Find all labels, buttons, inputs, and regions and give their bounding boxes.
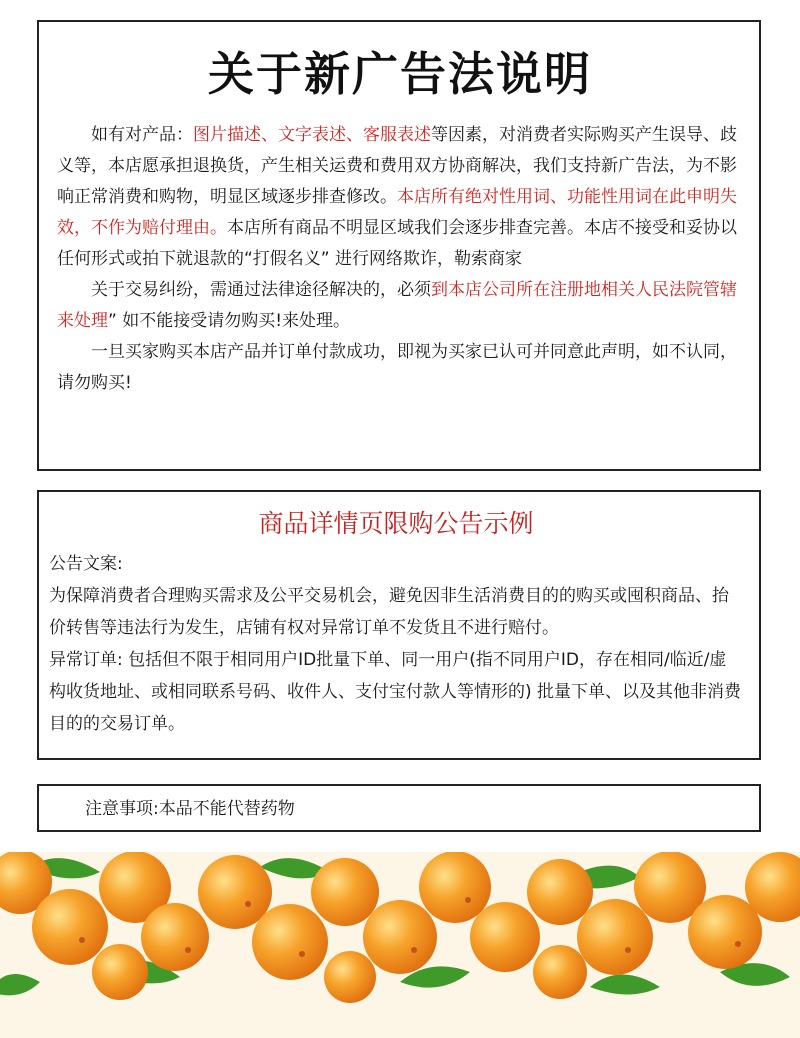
notice-paragraph-2 — [57, 275, 743, 337]
notice-p1-text-1: 如有对产品： — [91, 125, 193, 145]
announcement-paragraph-1: 为保障消费者合理购买需求及公平交易机会，避免因非生活消费目的的购买或囤积商品、抬价转售等违法行为发生，店铺有权对异常订单不发货且不进行赔付。 — [49, 586, 729, 638]
purchase-limit-announcement — [37, 490, 761, 760]
caution-box — [37, 784, 761, 832]
notice-p2-highlight: 到本店公司所在注册地相关人民法院管辖来处理 — [57, 280, 737, 331]
fruit-cluster-image — [0, 852, 800, 1038]
notice-p2-text-1: 关于交易纠纷，需通过法律途径解决的，必须 — [91, 280, 431, 300]
notice-p1-highlight-2: 本店所有绝对性用词、功能性用词在此申明失效，不作为赔付理由。 — [57, 187, 737, 238]
announcement-title: 商品详情页限购公告示例 — [258, 509, 534, 538]
notice-paragraph-3: 一旦买家购买本店产品并订单付款成功，即视为买家已认可并同意此声明，如不认同，请勿购买! — [57, 342, 737, 393]
notice-p1-highlight-1: 图片描述、文字表述、客服表述 — [193, 125, 431, 145]
caution-text: 注意事项:本品不能代替药物 — [85, 799, 295, 819]
berries-group — [0, 852, 800, 1003]
notice-p1-text-3: 本店所有商品不明显区域我们会逐步排查完善。本店不接受和妥协以任何形式或拍下就退款的“打假名义” 进行网络欺诈，勒索商家 — [57, 218, 737, 269]
announcement-label: 公告文案: — [49, 554, 123, 574]
notice-title: 关于新广告法说明 — [208, 47, 592, 101]
notice-p1-text-2: 等因素，对消费者实际购买产生误导、歧义等，本店愿承担退换货，产生相关运费和费用双方协商解决，我们支持新广告法，为不影响正常消费和购物，明显区域逐步排查修改。 — [57, 125, 737, 207]
ad-law-notice — [37, 20, 761, 471]
announcement-paragraph-2: 异常订单: 包括但不限于相同用户ID批量下单、同一用户(指不同用户ID，存在相同/临近/虚构收货地址、或相同联系号码、收件人、支付宝付款人等情形的) 批量下单、以及其他非消费目的的交易订单。 — [49, 650, 742, 734]
notice-paragraph-1 — [57, 120, 743, 275]
sea-buckthorn-fruit-banner — [0, 852, 800, 1038]
notice-p2-text-2: ” 如不能接受请勿购买!来处理。 — [108, 311, 351, 331]
